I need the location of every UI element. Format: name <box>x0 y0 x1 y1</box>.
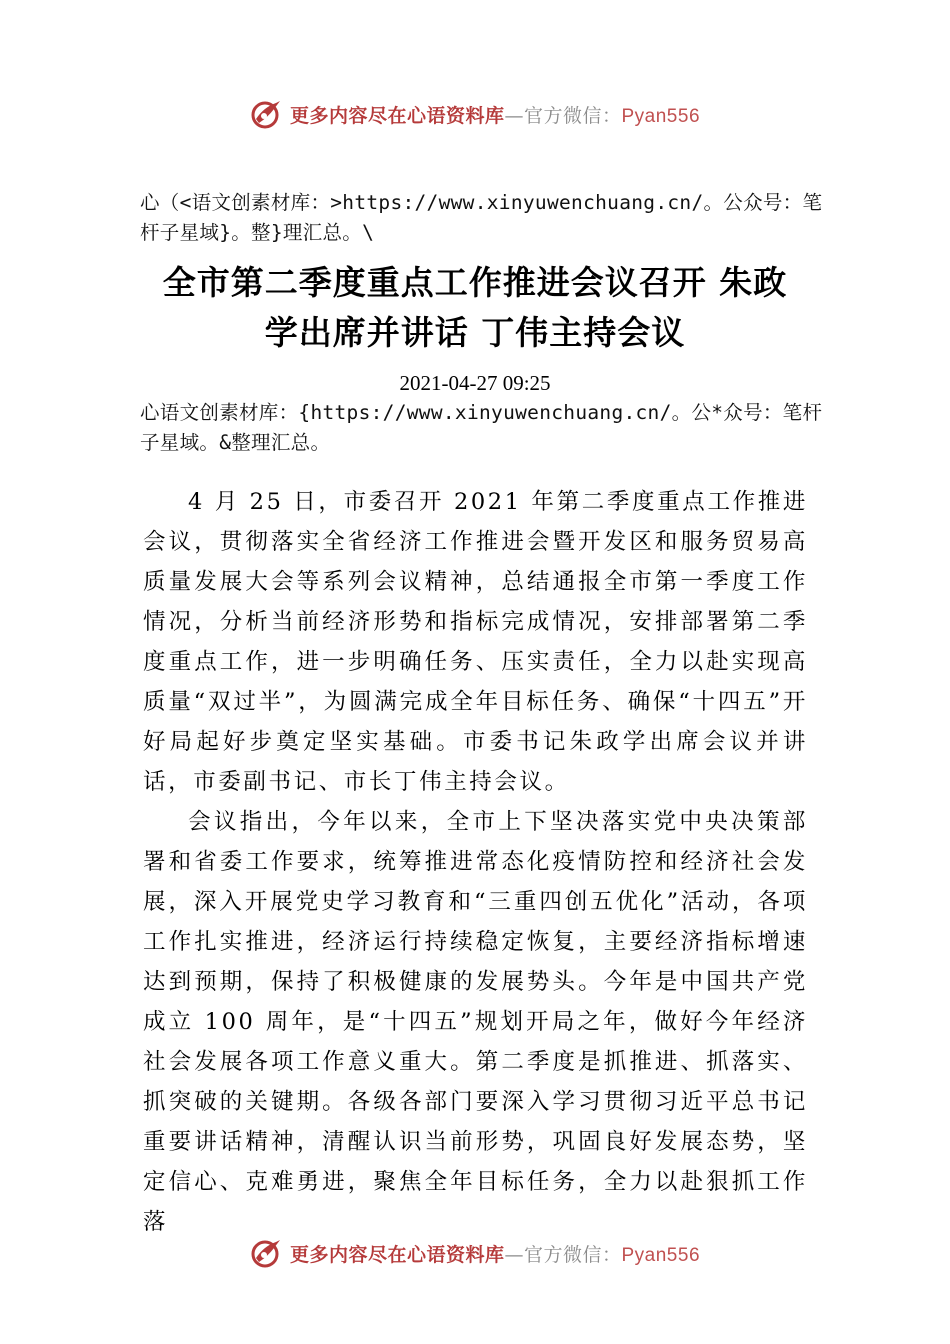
paragraph: 4 月 25 日，市委召开 2021 年第二季度重点工作推进会议，贯彻落实全省经济工作推进会暨开发区和服务贸易高质量发展大会等系列会议精神，总结通报全市第一季度工作情况，分析当前经济形势和指标完成情况，安排部署第二季度重点工作，进一步明确任务、压实责任，全力以赴实现高质量“双过半”，为圆满完成全年目标任务、确保“十四五”开好局起好步奠定坚实基础。市委书记朱政学出席会议并讲话，市委副书记、市长丁伟主持会议。 <box>143 489 808 795</box>
footer-banner <box>0 1233 950 1273</box>
publish-date: 2021-04-27 09:25 <box>399 371 551 395</box>
article-title <box>120 258 830 358</box>
banner-text: 更多内容尽在心语资料库—官方微信：Pyan556 <box>289 1243 701 1266</box>
article-body <box>143 482 808 1242</box>
pen-logo-icon <box>250 97 284 131</box>
pen-logo-icon <box>250 1236 284 1270</box>
header-banner <box>0 94 950 134</box>
paragraph: 会议指出，今年以来，全市上下坚决落实党中央决策部署和省委工作要求，统筹推进常态化疫情防控和经济社会发展，深入开展党史学习教育和“三重四创五优化”活动，各项工作扎实推进，经济运行持续稳定恢复，主要经济指标增速达到预期，保持了积极健康的发展势头。今年是中国共产党成立 100 周年，是“十四五”规划开局之年，做好今年经济社会发展各项工作意义重大。第二季度是抓推进、抓落实、抓突破的关键期。各级各部门要深入学习贯彻习近平总书记重要讲话精神，清醒认识当前形势，巩固良好发展态势，坚定信心、克难勇进，聚焦全年目标任务，全力以赴狠抓工作落 <box>143 809 808 1235</box>
banner-text: 更多内容尽在心语资料库—官方微信：Pyan556 <box>289 104 701 127</box>
title-line-2: 学出席并讲话 丁伟主持会议 <box>264 313 686 352</box>
source-note-bottom: 心语文创素材库：{https://www.xinyuwenchuang.cn/。公*众号：笔杆子星域。&整理汇总。 <box>140 401 823 454</box>
title-line-1: 全市第二季度重点工作推进会议召开 朱政 <box>162 263 788 302</box>
source-note-top: 心（<语文创素材库：>https://www.xinyuwenchuang.cn/。公众号：笔杆子星域}。整}理汇总。\ <box>140 191 823 244</box>
